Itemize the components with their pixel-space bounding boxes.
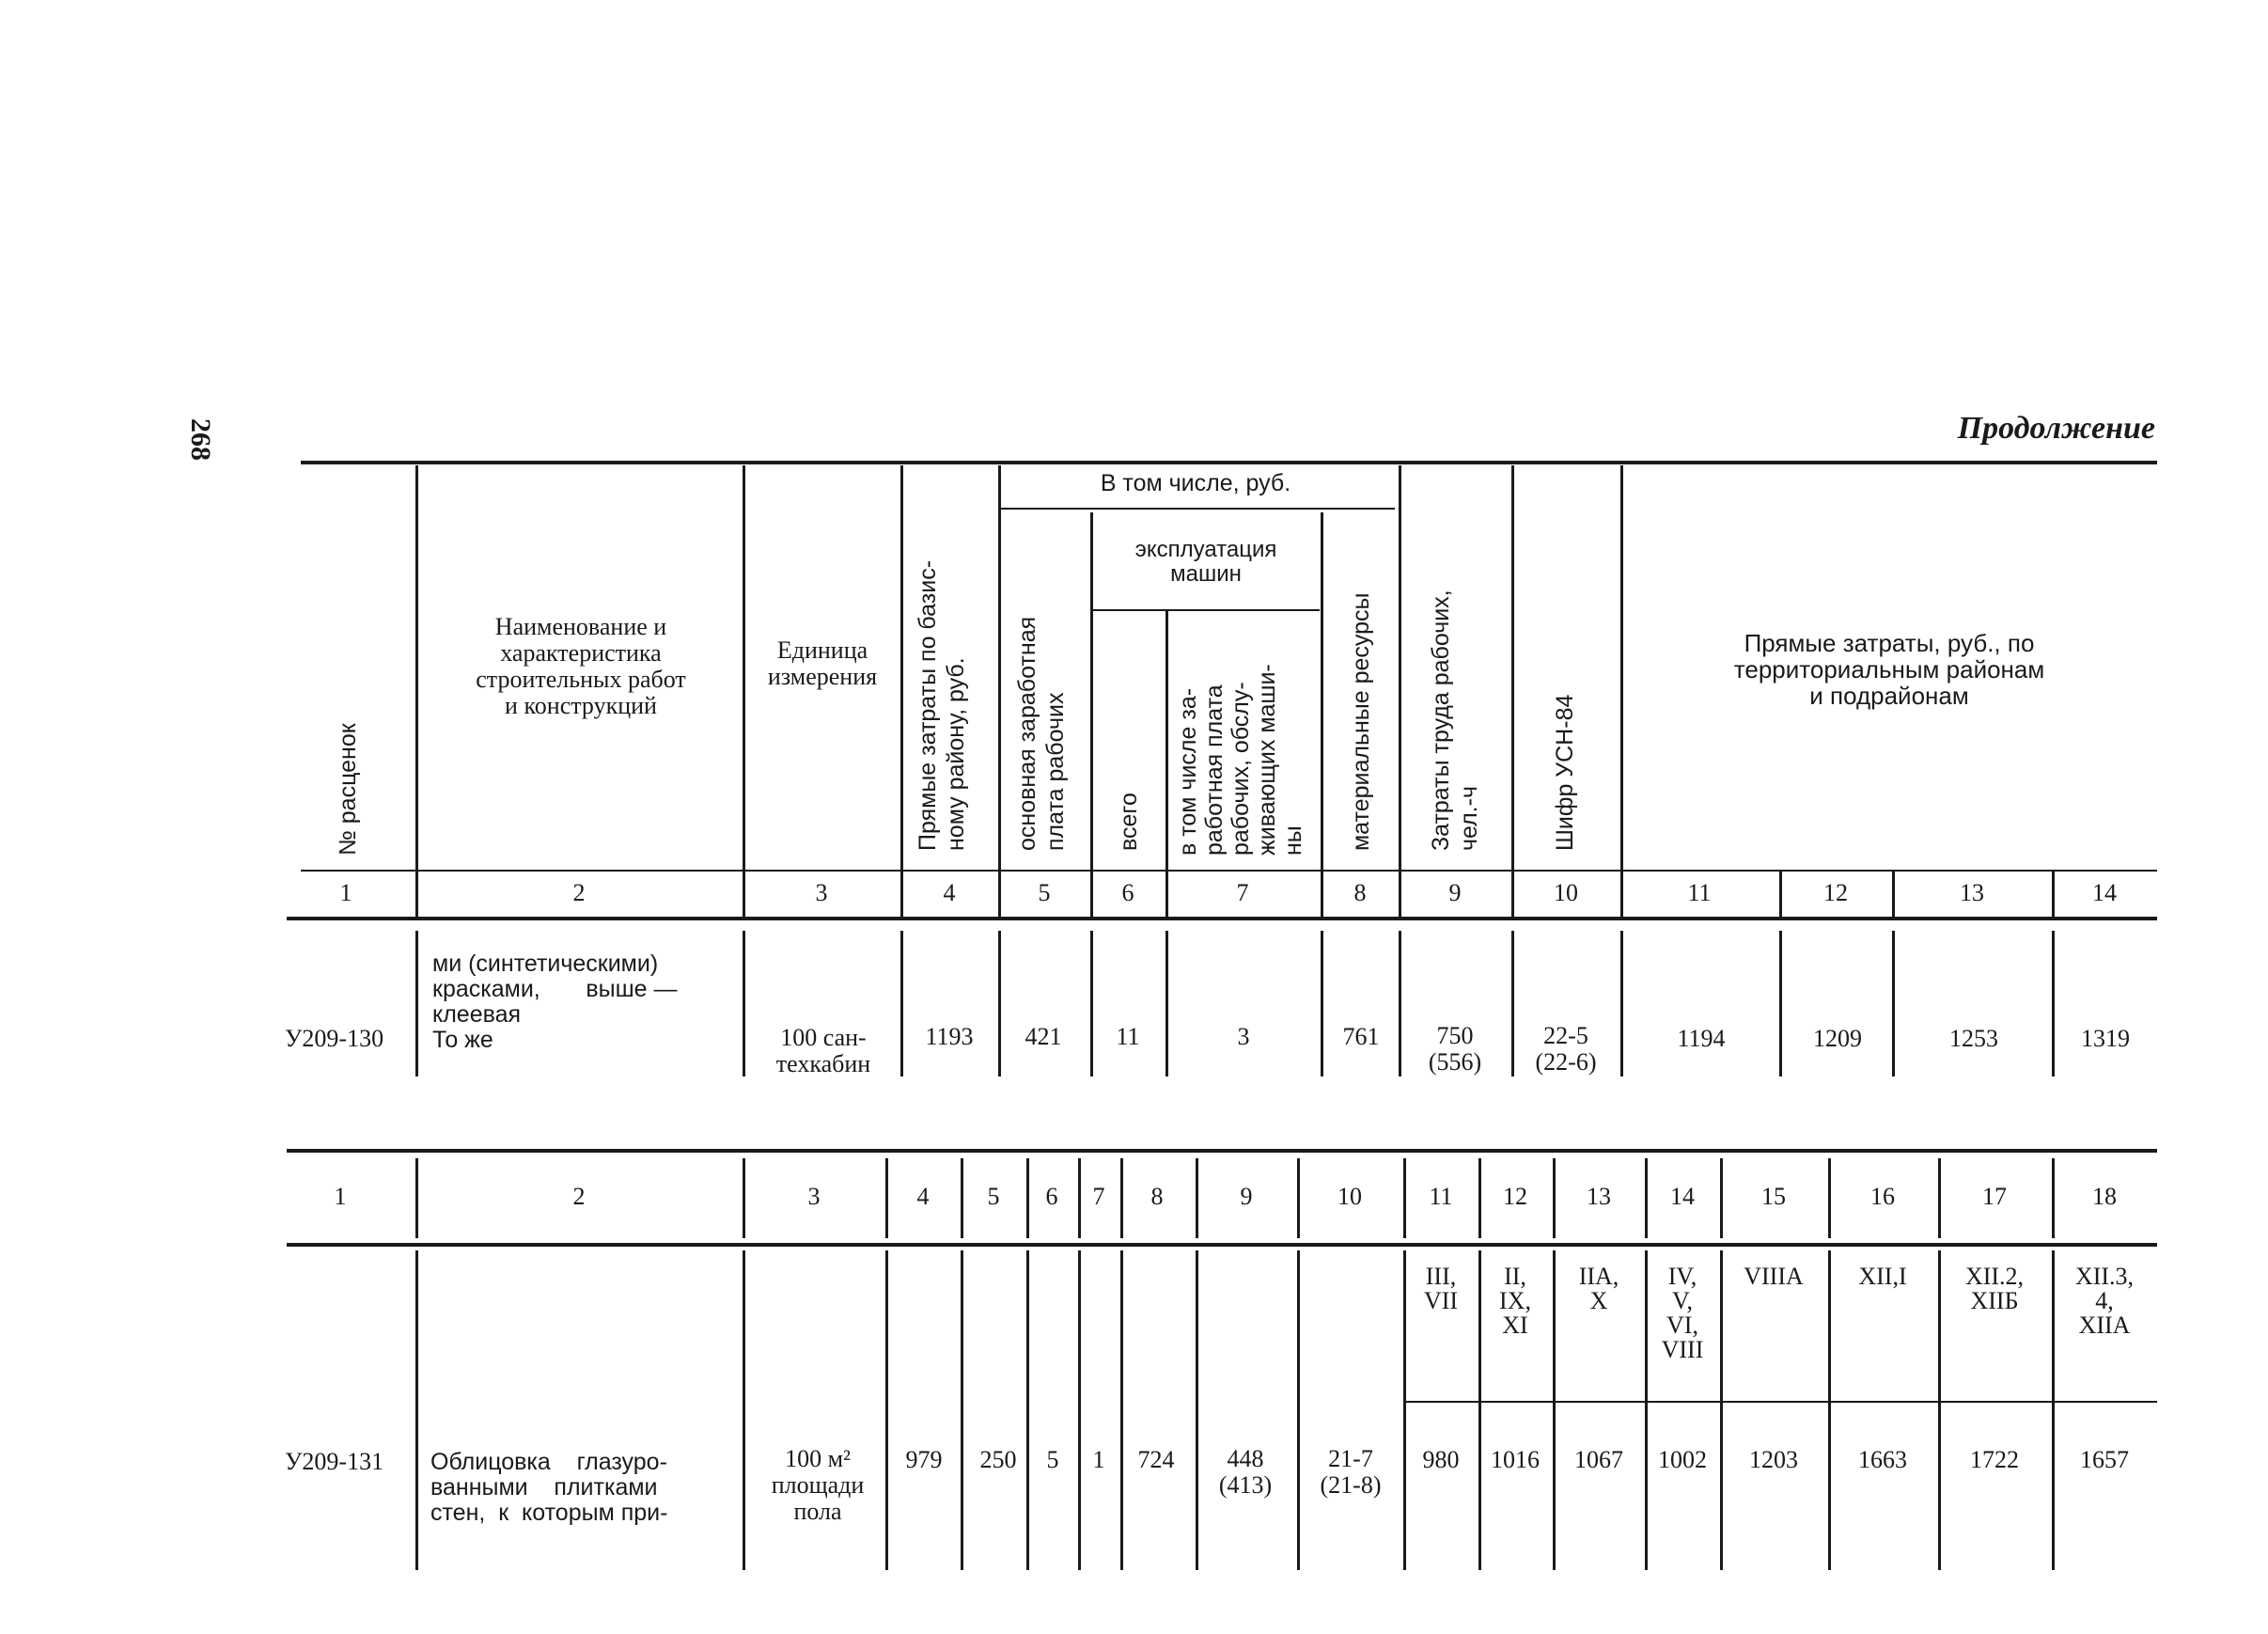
- table2-colnum-18: 18: [2092, 1183, 2117, 1210]
- region-value: 1002: [1658, 1446, 1707, 1473]
- table1-colnum-1: 1: [339, 879, 352, 906]
- table2-colnum-16: 16: [1870, 1183, 1895, 1210]
- col8-header: материальные ресурсы: [1348, 592, 1374, 851]
- table1-colnum-7: 7: [1236, 879, 1249, 906]
- machine-group-header: эксплуатация машин: [1134, 537, 1277, 587]
- row-labor: 750 (556): [1428, 1022, 1482, 1076]
- row-unit: 100 сан- техкабин: [775, 1024, 871, 1077]
- col10-header: Шифр УСН-84: [1552, 694, 1578, 851]
- row-code: У209-131: [285, 1448, 384, 1475]
- col3-header: Единица измерения: [767, 636, 878, 690]
- regions-header: Прямые затраты, руб., по территориальным районам и подрайонам: [1733, 629, 2045, 710]
- col4-header: Прямые затраты по базис- ному району, руб.: [915, 559, 969, 851]
- col5-header: основная заработная плата рабочих: [1014, 616, 1069, 851]
- table1-colnum-14: 14: [2092, 879, 2117, 906]
- table2-colnum-5: 5: [987, 1183, 1000, 1210]
- region-label: II, IX, XI: [1499, 1263, 1531, 1339]
- row-v6: 5: [1046, 1446, 1059, 1473]
- row-name: Облицовка глазуро- ванными плитками стен, к которым при-: [430, 1449, 668, 1526]
- row-v10: 21-7 (21-8): [1320, 1445, 1382, 1499]
- table2-colnum-14: 14: [1670, 1183, 1695, 1210]
- region-label: VIIIA: [1744, 1263, 1804, 1290]
- row-r12: 1209: [1813, 1025, 1862, 1052]
- table2-colnum-11: 11: [1429, 1183, 1453, 1210]
- table2-colnum-8: 8: [1150, 1183, 1164, 1210]
- table1-colnum-6: 6: [1121, 879, 1134, 906]
- col9-header: Затраты труда рабочих, чел.-ч: [1428, 589, 1482, 851]
- col1-header: № расценок: [335, 723, 361, 856]
- table2-top-rule: [287, 1149, 2157, 1153]
- continuation-label: Продолжение: [1957, 411, 2155, 446]
- row-v7: 1: [1092, 1446, 1105, 1473]
- row-r11: 1194: [1677, 1025, 1726, 1052]
- col2-header: Наименование и характеристика строительных работ и конструкций: [476, 613, 686, 719]
- colnum-bottom-rule: [287, 917, 2157, 920]
- region-value: 980: [1422, 1446, 1460, 1473]
- table2-colnum-17: 17: [1982, 1183, 2007, 1210]
- region-label: XII.3, 4, XIIA: [2074, 1263, 2135, 1339]
- table1-top-rule: [301, 461, 2157, 464]
- row-v9: 448 (413): [1218, 1445, 1273, 1499]
- region-value: 1657: [2080, 1446, 2129, 1473]
- region-value: 1722: [1970, 1446, 2019, 1473]
- table2-colnum-10: 10: [1337, 1183, 1362, 1210]
- table1-colnum-10: 10: [1554, 879, 1578, 906]
- row-v5: 250: [979, 1446, 1017, 1473]
- col7-header: в том числе за- работная плата рабочих, обслу- живающих маши- ны: [1175, 664, 1306, 856]
- table2-colnum-9: 9: [1240, 1183, 1253, 1210]
- row-code: У209-130: [285, 1025, 384, 1052]
- region-value: 1663: [1858, 1446, 1907, 1473]
- region-value: 1203: [1749, 1446, 1798, 1473]
- table1-colnum-11: 11: [1687, 879, 1712, 906]
- row-mach-wages: 3: [1237, 1023, 1250, 1050]
- table2-colnum-6: 6: [1045, 1183, 1058, 1210]
- row-materials: 761: [1342, 1023, 1380, 1050]
- region-value: 1016: [1491, 1446, 1540, 1473]
- table1-colnum-3: 3: [815, 879, 828, 906]
- header-bottom-rule: [301, 870, 2157, 872]
- table2-colnum-4: 4: [916, 1183, 930, 1210]
- row-v4: 979: [905, 1446, 943, 1473]
- table2-colnum-3: 3: [807, 1183, 821, 1210]
- region-label: III, VII: [1423, 1263, 1459, 1314]
- table1-colnum-5: 5: [1038, 879, 1051, 906]
- row-r13: 1253: [1949, 1025, 1998, 1052]
- table2-colnum-15: 15: [1761, 1183, 1786, 1210]
- machine-group-rule: [1092, 609, 1320, 611]
- table1-colnum-8: 8: [1353, 879, 1367, 906]
- table2-colnum-7: 7: [1092, 1183, 1105, 1210]
- table1-colnum-13: 13: [1960, 879, 1984, 906]
- table1-colnum-12: 12: [1823, 879, 1848, 906]
- table2-colnum-12: 12: [1503, 1183, 1527, 1210]
- row-direct: 1193: [925, 1023, 974, 1050]
- table2-colnum-1: 1: [334, 1183, 347, 1210]
- region-value: 1067: [1574, 1446, 1623, 1473]
- col6-header: всего: [1116, 793, 1142, 851]
- incl-group-rule: [1000, 508, 1395, 510]
- incl-group-header: В том числе, руб.: [1100, 470, 1291, 496]
- table1-colnum-2: 2: [572, 879, 586, 906]
- row-mach-total: 11: [1116, 1023, 1140, 1050]
- row-code84: 22-5 (22-6): [1535, 1022, 1597, 1076]
- table2-colnum-rule: [287, 1243, 2157, 1247]
- row-wages: 421: [1025, 1023, 1062, 1050]
- row-unit: 100 м² площади пола: [771, 1445, 865, 1525]
- regions-rule: [1405, 1401, 2157, 1403]
- row-v8: 724: [1137, 1446, 1175, 1473]
- region-label: XII,I: [1858, 1263, 1907, 1290]
- row-name: ми (синтетическими) красками, выше — клеевая То же: [432, 951, 678, 1053]
- region-label: IIA, X: [1578, 1263, 1619, 1314]
- region-label: IV, V, VI, VIII: [1661, 1263, 1704, 1363]
- region-label: XII.2, XIIБ: [1964, 1263, 2025, 1314]
- row-r14: 1319: [2081, 1025, 2130, 1052]
- table1-colnum-4: 4: [943, 879, 956, 906]
- table2-colnum-2: 2: [572, 1183, 586, 1210]
- table1-colnum-9: 9: [1448, 879, 1462, 906]
- table2-colnum-13: 13: [1587, 1183, 1611, 1210]
- page-number: 268: [185, 418, 216, 461]
